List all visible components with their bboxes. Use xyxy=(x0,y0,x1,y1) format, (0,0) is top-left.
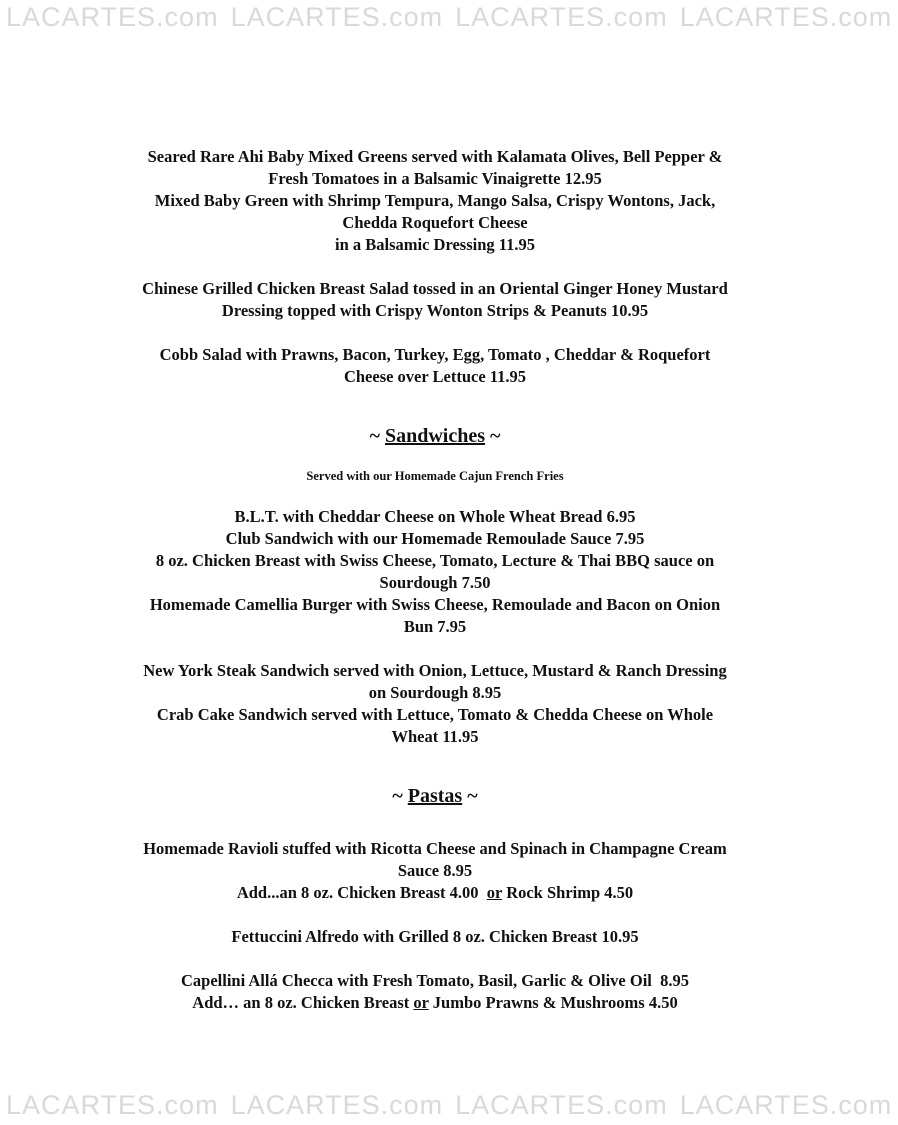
menu-line: Chinese Grilled Chicken Breast Salad tossed in an Oriental Ginger Honey Mustard xyxy=(142,279,728,298)
sandwich-item xyxy=(0,660,870,704)
menu-line: in a Balsamic Dressing 11.95 xyxy=(334,235,535,254)
menu-line: B.L.T. with Cheddar Cheese on Whole Wheat Bread 6.95 xyxy=(234,507,636,526)
salad-item xyxy=(0,190,870,256)
menu-line: Club Sandwich with our Homemade Remoulade Sauce 7.95 xyxy=(225,529,645,548)
menu-line: Seared Rare Ahi Baby Mixed Greens served with Kalamata Olives, Bell Pepper & xyxy=(147,147,723,166)
menu-line: Wheat 11.95 xyxy=(391,727,479,746)
section-heading-pastas: ~ Pastas ~ xyxy=(392,785,478,807)
or-underlined: or xyxy=(486,883,503,902)
sandwich-item xyxy=(0,528,870,550)
watermark-text: LACARTES.com xyxy=(230,1090,444,1120)
salad-item xyxy=(0,278,870,322)
sandwich-item xyxy=(0,594,870,638)
section-heading-sandwiches: ~ Sandwiches ~ xyxy=(369,425,501,447)
menu-line: Fresh Tomatoes in a Balsamic Vinaigrette 12.95 xyxy=(268,169,602,188)
pasta-item xyxy=(0,970,870,1014)
pasta-item xyxy=(0,926,870,948)
menu-page xyxy=(0,146,870,1014)
watermark-bottom xyxy=(0,1090,893,1121)
watermark-text: LACARTES.com xyxy=(679,2,893,32)
sandwich-item xyxy=(0,506,870,528)
menu-line: Dressing topped with Crispy Wonton Strips & Peanuts 10.95 xyxy=(221,301,649,320)
menu-line: Sourdough 7.50 xyxy=(379,573,491,592)
menu-line: Cobb Salad with Prawns, Bacon, Turkey, Egg, Tomato , Cheddar & Roquefort xyxy=(159,345,711,364)
salad-item xyxy=(0,344,870,388)
watermark-text: LACARTES.com xyxy=(679,1090,893,1120)
pasta-item xyxy=(0,838,870,904)
section-title: Pastas xyxy=(407,785,463,807)
menu-line: Chedda Roquefort Cheese xyxy=(342,213,528,232)
menu-line: Fettuccini Alfredo with Grilled 8 oz. Chicken Breast 10.95 xyxy=(231,927,639,946)
watermark-text: LACARTES.com xyxy=(6,2,219,32)
watermark-text: LACARTES.com xyxy=(6,1090,219,1120)
menu-line: Bun 7.95 xyxy=(403,617,467,636)
salad-item xyxy=(0,146,870,190)
menu-line: Homemade Camellia Burger with Swiss Cheese, Remoulade and Bacon on Onion xyxy=(149,595,721,614)
add-on-line: Add...an 8 oz. Chicken Breast 4.00 or Rock Shrimp 4.50 xyxy=(236,883,634,902)
add-on-line: Add… an 8 oz. Chicken Breast or Jumbo Prawns & Mushrooms 4.50 xyxy=(192,993,678,1012)
watermark-text: LACARTES.com xyxy=(455,2,668,32)
watermark-text: LACARTES.com xyxy=(455,1090,668,1120)
watermark-top xyxy=(0,2,893,33)
menu-line: Homemade Ravioli stuffed with Ricotta Cheese and Spinach in Champagne Cream xyxy=(143,839,727,858)
sandwich-item xyxy=(0,550,870,594)
section-title: Sandwiches xyxy=(384,425,486,447)
or-underlined: or xyxy=(413,993,429,1012)
menu-line: Crab Cake Sandwich served with Lettuce, Tomato & Chedda Cheese on Whole xyxy=(156,705,714,724)
menu-line: Sauce 8.95 xyxy=(397,861,473,880)
menu-line: on Sourdough 8.95 xyxy=(368,683,502,702)
watermark-text: LACARTES.com xyxy=(230,2,444,32)
menu-line: Capellini Allá Checca with Fresh Tomato, Basil, Garlic & Olive Oil 8.95 xyxy=(181,971,689,990)
menu-line: Cheese over Lettuce 11.95 xyxy=(343,367,527,386)
menu-line: 8 oz. Chicken Breast with Swiss Cheese, Tomato, Lecture & Thai BBQ sauce on xyxy=(155,551,715,570)
sandwich-item xyxy=(0,704,870,748)
menu-line: New York Steak Sandwich served with Onion, Lettuce, Mustard & Ranch Dressing xyxy=(143,661,727,680)
menu-line: Mixed Baby Green with Shrimp Tempura, Mango Salsa, Crispy Wontons, Jack, xyxy=(154,191,716,210)
section-note: Served with our Homemade Cajun French Fries xyxy=(306,469,564,483)
